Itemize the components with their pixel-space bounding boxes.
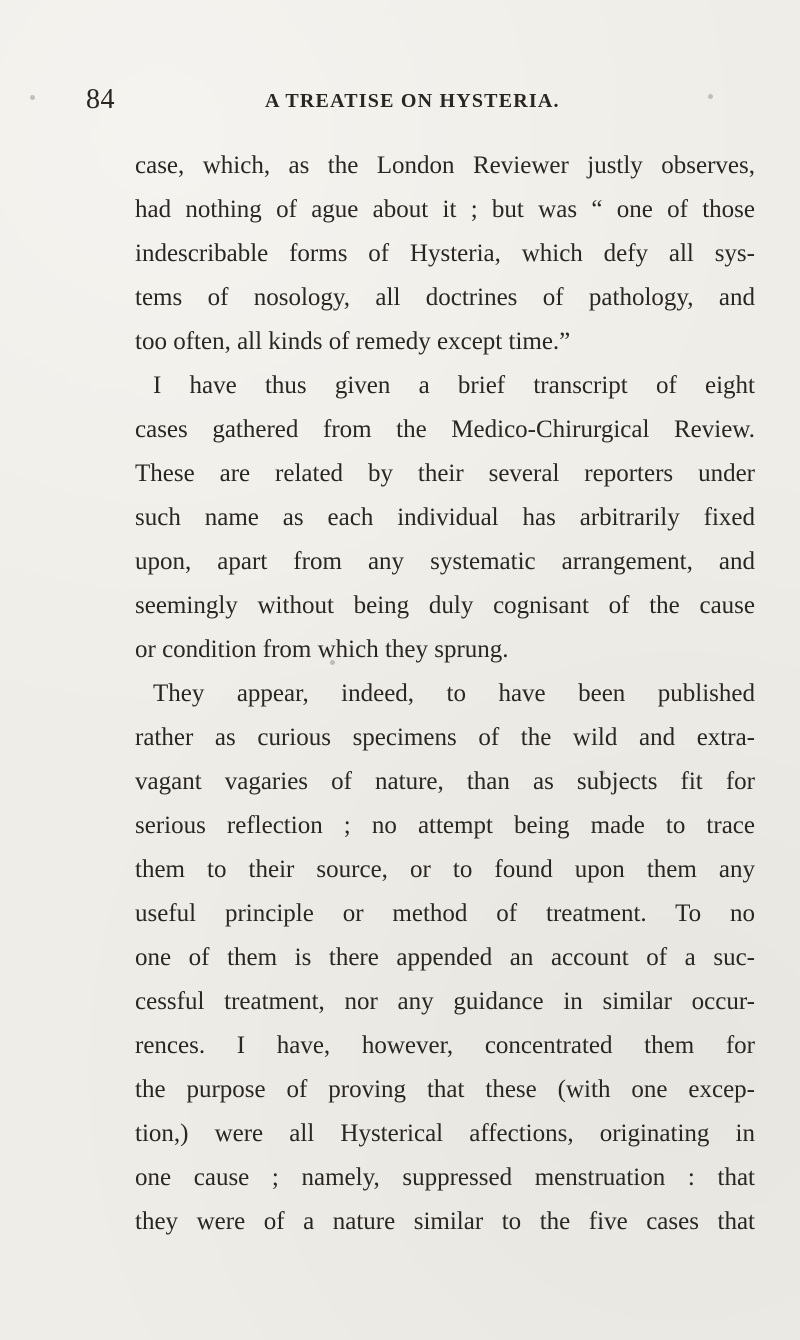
text-line: indescribable forms of Hysteria, which defy all sys-	[135, 240, 755, 267]
text-line: too often, all kinds of remedy except time.”	[135, 328, 571, 355]
text-line: one of them is there appended an account of a suc-	[135, 944, 755, 971]
text-line: had nothing of ague about it ; but was “ one of those	[135, 196, 755, 223]
running-title: A TREATISE ON HYSTERIA.	[265, 90, 560, 112]
text-line: the purpose of proving that these (with one excep-	[135, 1076, 755, 1103]
text-line: They appear, indeed, to have been published	[153, 680, 755, 707]
text-line: them to their source, or to found upon them any	[135, 856, 755, 883]
paper-speck	[30, 95, 35, 100]
text-line: seemingly without being duly cognisant of the cause	[135, 592, 755, 619]
text-line: cessful treatment, nor any guidance in similar occur-	[135, 988, 755, 1015]
text-line: such name as each individual has arbitrarily fixed	[135, 504, 755, 531]
text-line: cases gathered from the Medico-Chirurgical Review.	[135, 416, 755, 443]
text-line: rences. I have, however, concentrated them for	[135, 1032, 755, 1059]
text-line: or condition from which they sprung.	[135, 636, 509, 663]
text-line: tems of nosology, all doctrines of pathology, and	[135, 284, 755, 311]
text-line: one cause ; namely, suppressed menstruation : that	[135, 1164, 755, 1191]
text-line: case, which, as the London Reviewer justly observes,	[135, 152, 755, 179]
page-header	[86, 84, 776, 124]
text-line: tion,) were all Hysterical affections, originating in	[135, 1120, 755, 1147]
text-line: serious reflection ; no attempt being made to trace	[135, 812, 755, 839]
body-text	[135, 144, 755, 1244]
text-line: rather as curious specimens of the wild and extra-	[135, 724, 755, 751]
text-line: they were of a nature similar to the five cases that	[135, 1208, 755, 1235]
text-line: upon, apart from any systematic arrangement, and	[135, 548, 755, 575]
text-line: vagant vagaries of nature, than as subjects fit for	[135, 768, 755, 795]
text-line: These are related by their several reporters under	[135, 460, 755, 487]
text-line: useful principle or method of treatment. To no	[135, 900, 755, 927]
page-number: 84	[86, 84, 115, 115]
text-line: I have thus given a brief transcript of eight	[153, 372, 755, 399]
